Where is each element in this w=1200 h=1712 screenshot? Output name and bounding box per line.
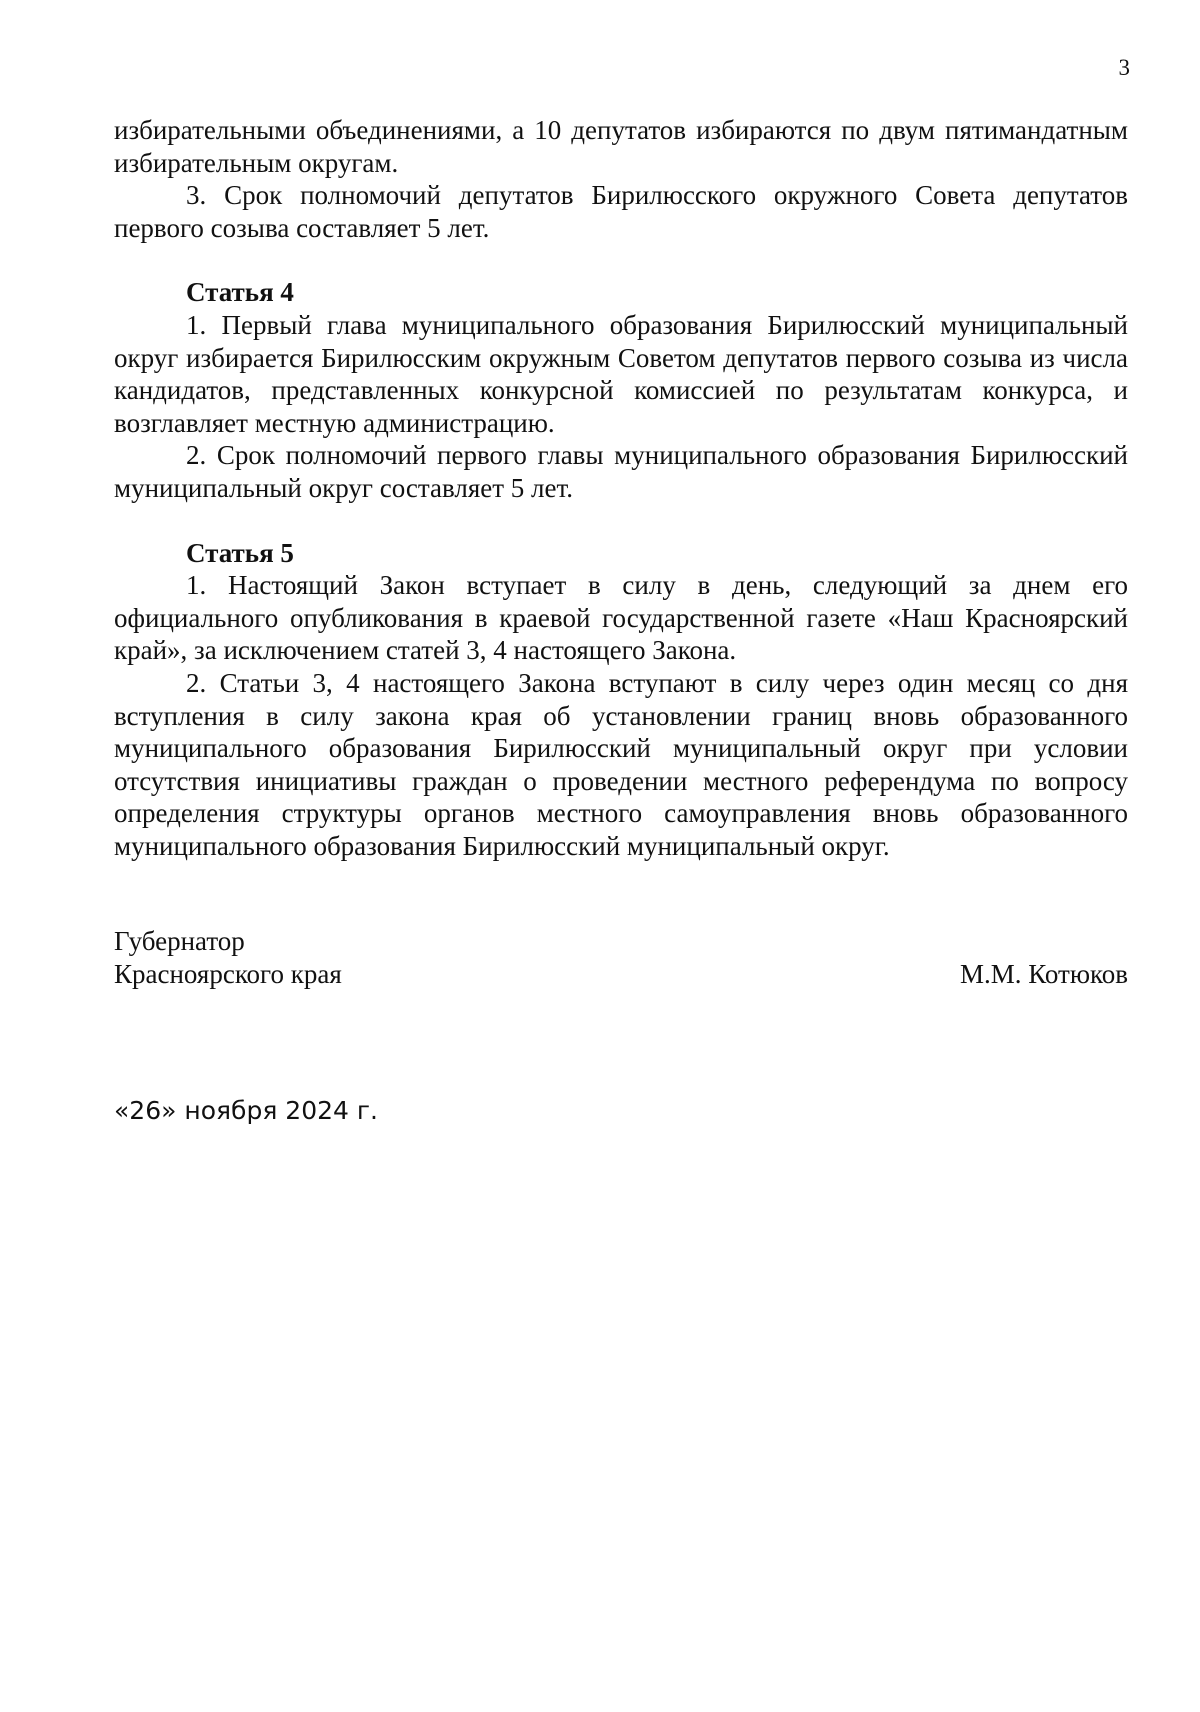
paragraph-term-of-office-deputies: 3. Срок полномочий депутатов Бирилюсского окружного Совета депутатов первого созыва составляет 5 лет.: [114, 180, 1128, 243]
article-5-heading: Статья 5: [186, 537, 294, 568]
signatory-name: М.М. Котюков: [959, 958, 1128, 989]
spacer: [114, 244, 1128, 276]
document-body: [114, 114, 1128, 862]
article-4-paragraph-1: 1. Первый глава муниципального образования Бирилюсский муниципальный округ избирается Бирилюсским окружным Советом депутатов первого созыва из числа кандидатов, представленных конкурсной комиссией по результатам конкурса, и возглавляет местную администрацию.: [114, 309, 1128, 438]
article-5-paragraph-1: 1. Настоящий Закон вступает в силу в день, следующий за днем его официального опубликования в краевой государственной газете «Наш Красноярский край», за исключением статей 3, 4 настоящего Закона.: [114, 570, 1128, 666]
spacer: [114, 505, 1128, 537]
article-5-paragraph-2: 2. Статьи 3, 4 настоящего Закона вступают в силу через один месяц со дня вступления в силу закона края об установлении границ вновь образованного муниципального образования Бирилюсский муниципальный округ при условии отсутствия инициативы граждан о проведении местного референдума по вопросу определения структуры органов местного самоуправления вновь образованного муниципального образования Бирилюсский муниципальный округ.: [114, 667, 1128, 861]
article-4-paragraph-2: 2. Срок полномочий первого главы муниципального образования Бирилюсский муниципальный округ составляет 5 лет.: [114, 440, 1128, 503]
page-number: 3: [1118, 55, 1130, 80]
signatory-title-line-1: Губернатор: [114, 926, 245, 956]
signature-row: [114, 958, 1128, 991]
signatory-title-line-2: Красноярского края: [114, 958, 342, 989]
signature-block: [114, 925, 1128, 990]
signing-date: «26» ноября 2024 г.: [114, 1096, 378, 1125]
continuation-paragraph: избирательными объединениями, а 10 депутатов избираются по двум пятимандатным избирательным округам.: [114, 115, 1128, 178]
article-4-heading: Статья 4: [186, 277, 294, 308]
